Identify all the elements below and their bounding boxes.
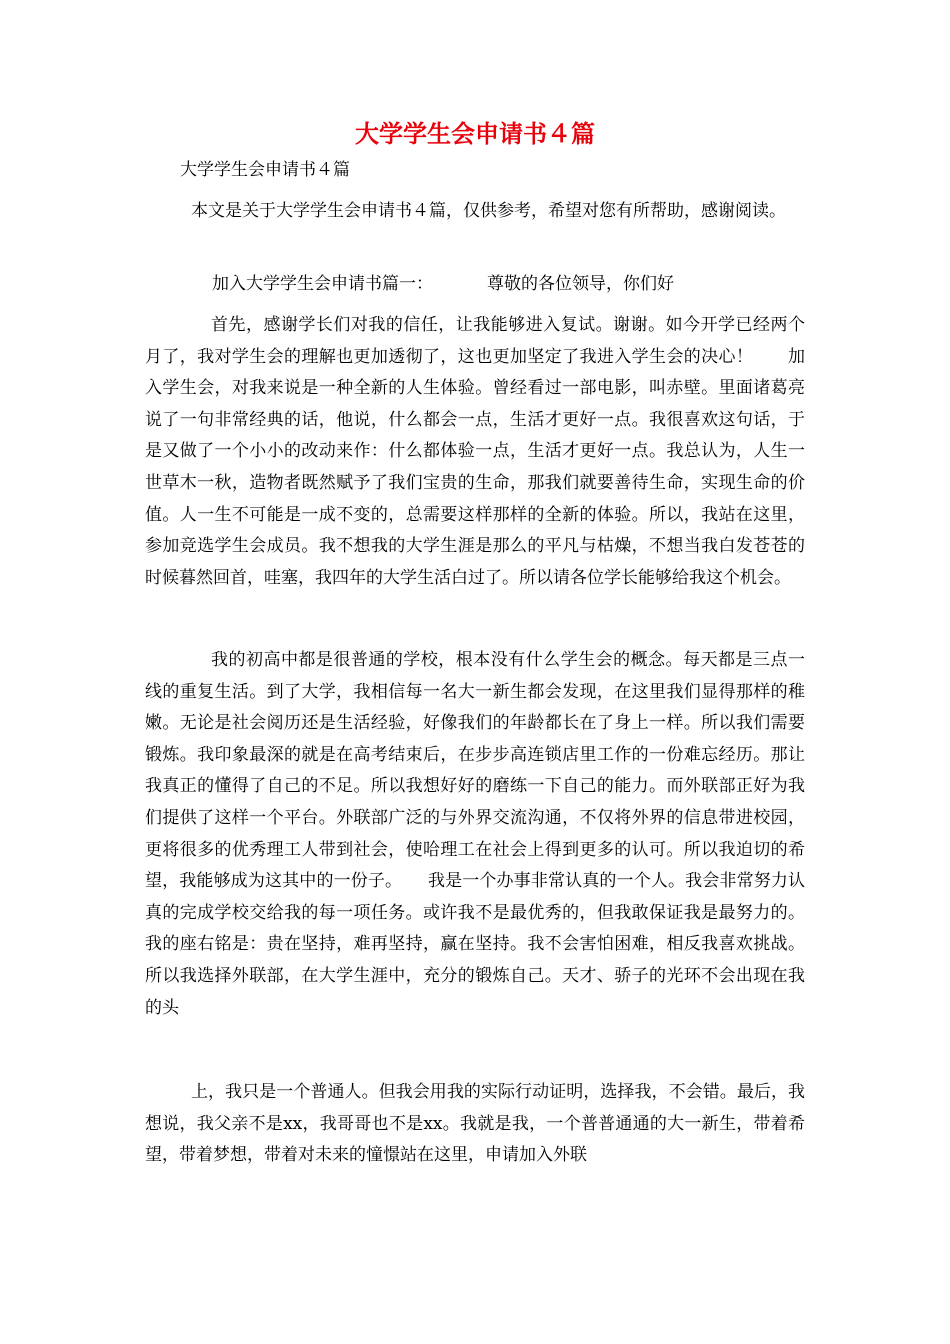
section-heading: 加入大学学生会申请书篇一： [212, 274, 433, 294]
body-paragraph-1: 首先，感谢学长们对我的信任，让我能够进入复试。谢谢。如今开学已经两个月了，我对学生会的理解也更加透彻了，这也更加坚定了我进入学生会的决心！ 加入学生会，对我来说是一种全新的人生体验。曾经看过一部电影，叫赤壁。里面诸葛亮说了一句非常经典的话，他说，什么都会一点，生活才更好一点。我很喜欢这句话，于是又做了一个小小的改动来作：什么都体验一点，生活才更好一点。我总认为，人生一世草木一秋，造物者既然赋予了我们宝贵的生命，那我们就要善待生命，实现生命的价值。人一生不可能是一成不变的，总需要这样那样的全新的体验。所以，我站在这里，参加竞选学生会成员。我不想我的大学生涯是那么的平凡与枯燥，不想当我白发苍苍的时候暮然回首，哇塞，我四年的大学生活白过了。所以请各位学长能够给我这个机会。 [145, 315, 805, 588]
document-title: 大学学生会申请书４篇 [355, 120, 595, 148]
salutation: 尊敬的各位领导，你们好 [487, 274, 674, 294]
document-subtitle: 大学学生会申请书４篇 [180, 160, 350, 180]
body-paragraph-2: 我的初高中都是很普通的学校，根本没有什么学生会的概念。每天都是三点一线的重复生活。到了大学，我相信每一名大一新生都会发现，在这里我们显得那样的稚嫩。无论是社会阅历还是生活经验，好像我们的年龄都长在了身上一样。所以我们需要锻炼。我印象最深的就是在高考结束后，在步步高连锁店里工作的一份难忘经历。那让我真正的懂得了自己的不足。所以我想好好的磨练一下自己的能力。而外联部正好为我们提供了这样一个平台。外联部广泛的与外界交流沟通，不仅将外界的信息带进校园，更将很多的优秀理工人带到社会，使哈理工在社会上得到更多的认可。所以我迫切的希望，我能够成为这其中的一份子。 我是一个办事非常认真的一个人。我会非常努力认真的完成学校交给我的每一项任务。或许我不是最优秀的，但我敢保证我是最努力的。我的座右铭是：贵在坚持，难再坚持，赢在坚持。我不会害怕困难，相反我喜欢挑战。所以我选择外联部，在大学生涯中，充分的锻炼自己。天才、骄子的光环不会出现在我的头 [145, 650, 805, 1018]
body-paragraph-3: 上，我只是一个普通人。但我会用我的实际行动证明，选择我，不会错。最后，我想说，我父亲不是xx，我哥哥也不是xx。我就是我，一个普普通通的大一新生，带着希望，带着梦想，带着对未来的憧憬站在这里，申请加入外联 [145, 1082, 805, 1166]
intro-paragraph: 本文是关于大学学生会申请书４篇，仅供参考，希望对您有所帮助，感谢阅读。 [191, 201, 786, 221]
